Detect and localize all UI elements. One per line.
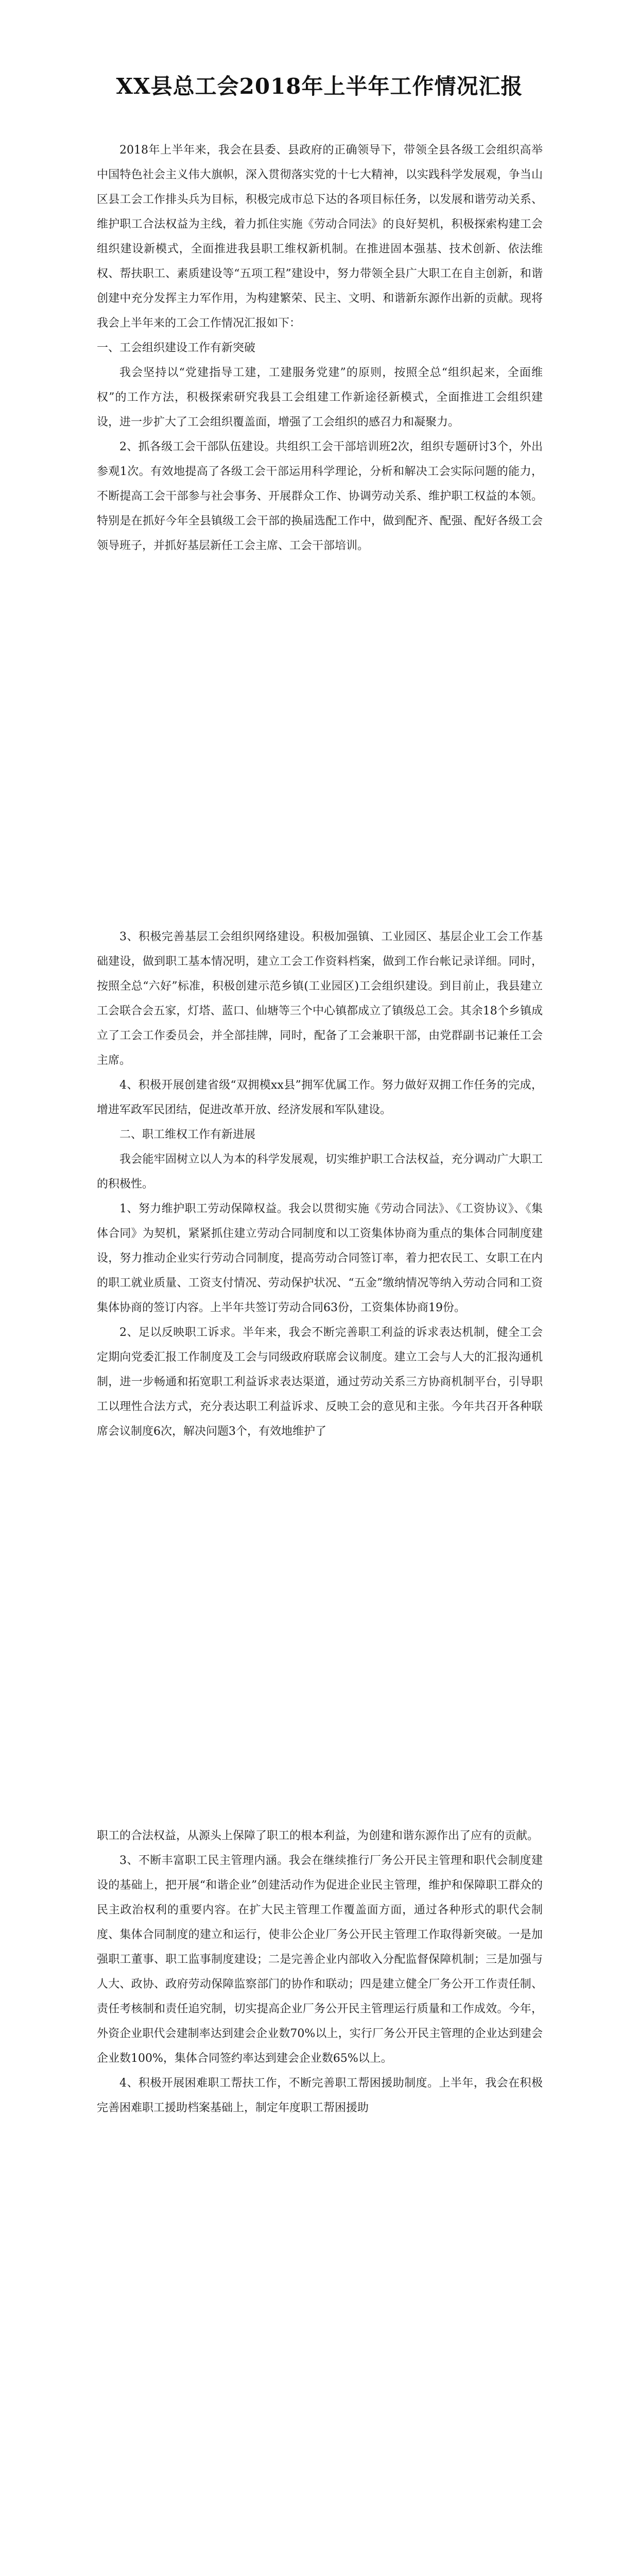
document-title: XX县总工会2018年上半年工作情况汇报: [116, 74, 523, 99]
heading-organization-building: 一、工会组织建设工作有新突破: [97, 342, 256, 354]
paragraph-democratic-management: 3、不断丰富职工民主管理内涵。我会在继续推行厂务公开民主管理和职代会制度建设的基础上，把开展“和谐企业”创建活动作为促进企业民主管理，维护和保障职工群众的民主政治权利的重要内容。在扩大民主管理工作覆盖面方面，通过各种形式的职代会制度、集体合同制度的建立和运行，使非公企业厂务公开民主管理工作取得新突破。一是加强职工董事、职工监事制度建设；二是完善企业内部收入分配监督保障机制；三是加强与人大、政协、政府劳动保障监察部门的协作和联动；四是建立健全厂务公开工作责任制、责任考核制和责任追究制，切实提高企业厂务公开民主管理运行质量和工作成效。今年，外资企业职代会建制率达到建会企业数70%以上，实行厂务公开民主管理的企业达到建会企业数100%，集体合同签约率达到建会企业数65%以上。: [97, 1854, 543, 2065]
section-intro: [97, 138, 543, 558]
section-democratic-management: [97, 1824, 543, 2121]
paragraph-double-support: 4、积极开展创建省级“双拥模xx县”拥军优属工作。努力做好双拥工作任务的完成，增进军政军民团结，促进改革开放、经济发展和军队建设。: [97, 1079, 543, 1116]
paragraph-worker-appeals: 2、足以反映职工诉求。半年来，我会不断完善职工利益的诉求表达机制，健全工会定期向党委汇报工作制度及工会与同级政府联席会议制度。建立工会与人大的汇报沟通机制，进一步畅通和拓宽职工利益诉求表达渠道，通过劳动关系三方协商机制平台，引导职工以理性合法方式，充分表达职工利益诉求、反映工会的意见和主张。今年共召开各种联席会议制度6次，解决问题3个，有效地维护了: [97, 1326, 543, 1438]
paragraph-organization-principle: 我会坚持以“党建指导工建，工建服务党建”的原则，按照全总“组织起来，全面维权”的工作方法，积极探索研究我县工会组建工作新途径新模式，全面推进工会组织建设，进一步扩大了工会组织覆盖面，增强了工会组织的感召力和凝聚力。: [97, 366, 543, 429]
paragraph-appeals-continued: 职工的合法权益，从源头上保障了职工的根本利益，为创建和谐东源作出了应有的贡献。: [97, 1829, 539, 1842]
intro-paragraph: 2018年上半年来，我会在县委、县政府的正确领导下，带领全县各级工会组织高举中国特色社会主义伟大旗帜，深入贯彻落实党的十七大精神，以实践科学发展观，争当山区县工会工作排头兵为目标，积极完成市总下达的各项目标任务，以发展和谐劳动关系、维护职工合法权益为主线，着力抓住实施《劳动合同法》的良好契机，积极探索构建工会组织建设新模式，全面推进我县职工维权新机制。在推进固本强基、技术创新、依法维权、帮扶职工、素质建设等“五项工程”建设中，努力带领全县广大职工在自主创新，和谐创建中充分发挥主力军作用，为构建繁荣、民主、文明、和谐新东源作出新的贡献。现将我会上半年来的工会工作情况汇报如下：: [97, 144, 543, 330]
section-network-and-rights: [97, 925, 543, 1444]
paragraph-hardship-assistance: 4、积极开展困难职工帮扶工作，不断完善职工帮困援助制度。上半年，我会在积极完善困难职工援助档案基础上，制定年度职工帮困援助: [97, 2077, 543, 2114]
paragraph-labor-security: 1、努力维护职工劳动保障权益。我会以贯彻实施《劳动合同法》、《工资协议》、《集体合同》为契机，紧紧抓住建立劳动合同制度和以工资集体协商为重点的集体合同制度建设，努力推动企业实行劳动合同制度，提高劳动合同签订率，着力把农民工、女职工在内的职工就业质量、工资支付情况、劳动保护状况、“五金”缴纳情况等纳入劳动合同和工资集体协商的签订内容。上半年共签订劳动合同63份，工资集体协商19份。: [97, 1202, 543, 1314]
paragraph-cadre-training: 2、抓各级工会干部队伍建设。共组织工会干部培训班2次，组织专题研讨3个，外出参观1次。有效地提高了各级工会干部运用科学理论，分析和解决工会实际问题的能力，不断提高工会干部参与社会事务、开展群众工作、协调劳动关系、维护职工权益的本领。特别是在抓好今年全县镇级工会干部的换届选配工作中，做到配齐、配强、配好各级工会领导班子，并抓好基层新任工会主席、工会干部培训。: [97, 440, 543, 552]
heading-worker-rights: 二、职工维权工作有新进展: [119, 1128, 256, 1141]
paragraph-grassroots-network: 3、积极完善基层工会组织网络建设。积极加强镇、工业园区、基层企业工会工作基础建设，做到职工基本情况明，建立工会工作资料档案，做到工作台帐记录详细。同时，按照全总“六好”标准，积极创建示范乡镇(工业园区)工会组织建设。到目前止，我县建立工会联合会五家，灯塔、蓝口、仙塘等三个中心镇都成立了镇级总工会。其余18个乡镇成立了工会工作委员会，并全部挂牌，同时，配备了工会兼职干部，由党群副书记兼任工会主席。: [97, 930, 543, 1067]
paragraph-people-first: 我会能牢固树立以人为本的科学发展观，切实维护职工合法权益，充分调动广大职工的积极性。: [97, 1153, 543, 1191]
